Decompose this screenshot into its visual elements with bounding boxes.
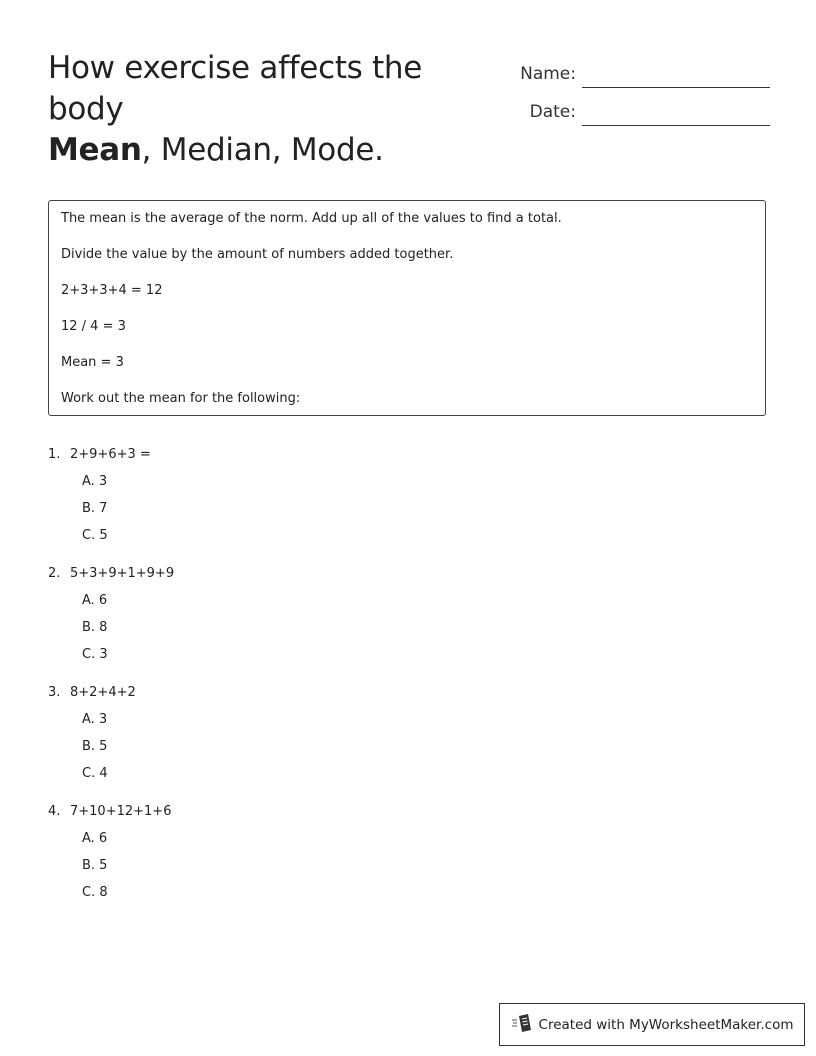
question-list: [48, 446, 748, 922]
option-b[interactable]: B. 8: [82, 620, 108, 635]
option-c[interactable]: C. 5: [82, 528, 108, 543]
date-label: Date:: [529, 102, 576, 122]
footer-text: Created with MyWorksheetMaker.com: [538, 1016, 794, 1033]
instruction-line: Mean = 3: [61, 355, 124, 370]
page-title: [48, 48, 468, 171]
option-c[interactable]: C. 3: [82, 647, 108, 662]
title-bold-mean: Mean: [48, 132, 142, 168]
question-number: 4.: [48, 804, 61, 819]
question-2: [48, 565, 748, 664]
title-topic: How exercise affects the body: [48, 50, 423, 127]
date-row: [500, 88, 770, 126]
instructions-box: [48, 200, 766, 416]
name-row: [500, 50, 770, 88]
question-number: 2.: [48, 566, 61, 581]
option-a[interactable]: A. 6: [82, 593, 108, 608]
option-c[interactable]: C. 4: [82, 766, 108, 781]
question-number: 3.: [48, 685, 61, 700]
title-rest: , Median, Mode.: [141, 132, 384, 168]
question-text: 7+10+12+1+6: [70, 804, 172, 819]
footer-badge[interactable]: [499, 1003, 805, 1046]
instruction-line: 2+3+3+4 = 12: [61, 283, 163, 298]
option-a[interactable]: A. 3: [82, 712, 108, 727]
question-text: 8+2+4+2: [70, 685, 136, 700]
date-field[interactable]: [582, 99, 770, 126]
question-text: 5+3+9+1+9+9: [70, 566, 175, 581]
name-label: Name:: [520, 64, 576, 84]
instruction-line: The mean is the average of the norm. Add up all of the values to find a total.: [61, 211, 562, 226]
question-3: [48, 684, 748, 783]
instruction-line: Work out the mean for the following:: [61, 391, 301, 406]
instruction-line: 12 / 4 = 3: [61, 319, 126, 334]
question-1: [48, 446, 748, 545]
question-4: [48, 803, 748, 902]
option-b[interactable]: B. 5: [82, 858, 108, 873]
student-fields: [500, 50, 770, 126]
option-a[interactable]: A. 6: [82, 831, 108, 846]
option-b[interactable]: B. 7: [82, 501, 108, 516]
question-text: 2+9+6+3 =: [70, 447, 151, 462]
option-c[interactable]: C. 8: [82, 885, 108, 900]
worksheet-logo-icon: [511, 1013, 539, 1037]
option-b[interactable]: B. 5: [82, 739, 108, 754]
instruction-line: Divide the value by the amount of numbers added together.: [61, 247, 454, 262]
option-a[interactable]: A. 3: [82, 474, 108, 489]
name-field[interactable]: [582, 61, 770, 88]
question-number: 1.: [48, 447, 61, 462]
